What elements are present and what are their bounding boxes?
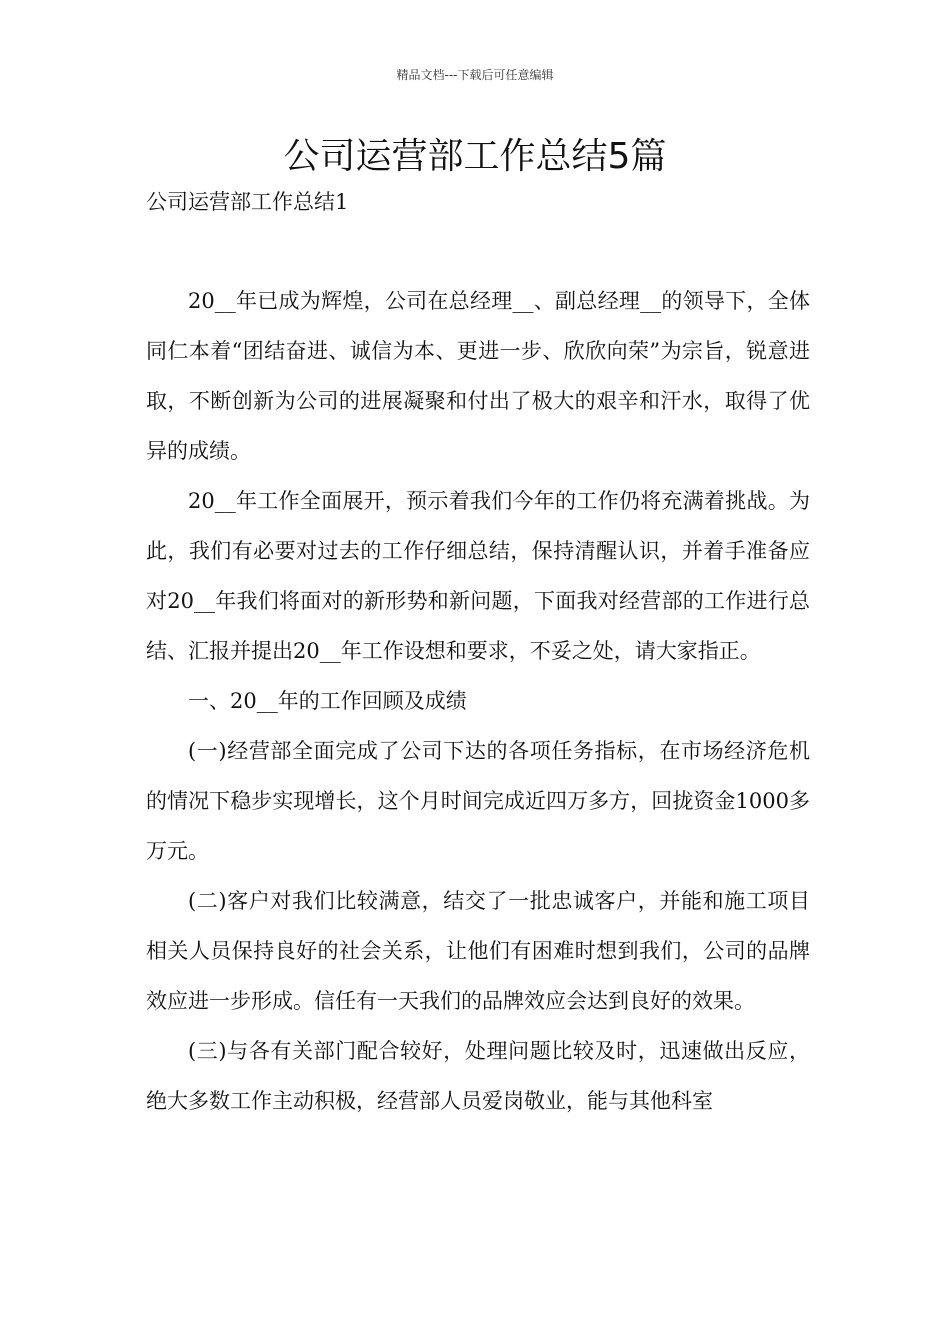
header-note: 精品文档---下载后可任意编辑 bbox=[396, 68, 554, 82]
paragraph: (二)客户对我们比较满意，结交了一批忠诚客户，并能和施工项目相关人员保持良好的社会关系，让他们有困难时想到我们，公司的品牌效应进一步形成。信任有一天我们的品牌效应会达到良好的效果。 bbox=[146, 889, 810, 1013]
document-title: 公司运营部工作总结5篇 bbox=[283, 136, 667, 177]
paragraph: 20__年已成为辉煌，公司在总经理__、副总经理__的领导下，全体同仁本着“团结奋进、诚信为本、更进一步、欣欣向荣”为宗旨，锐意进取，不断创新为公司的进展凝聚和付出了极大的艰辛和汗水，取得了优异的成绩。 bbox=[146, 289, 810, 463]
body-text bbox=[146, 276, 810, 1126]
section-subtitle: 公司运营部工作总结1 bbox=[146, 190, 349, 214]
paragraph: 20__年工作全面展开，预示着我们今年的工作仍将充满着挑战。为此，我们有必要对过去的工作仔细总结，保持清醒认识，并着手准备应对20__年我们将面对的新形势和新问题，下面我对经营部的工作进行总结、汇报并提出20__年工作设想和要求，不妥之处，请大家指正。 bbox=[146, 489, 810, 663]
section-heading: 一、20__年的工作回顾及成绩 bbox=[188, 689, 467, 713]
paragraph: (一)经营部全面完成了公司下达的各项任务指标，在市场经济危机的情况下稳步实现增长，这个月时间完成近四万多方，回拢资金1000多万元。 bbox=[146, 739, 810, 863]
paragraph: (三)与各有关部门配合较好，处理问题比较及时，迅速做出反应，绝大多数工作主动积极，经营部人员爱岗敬业，能与其他科室 bbox=[146, 1039, 810, 1113]
